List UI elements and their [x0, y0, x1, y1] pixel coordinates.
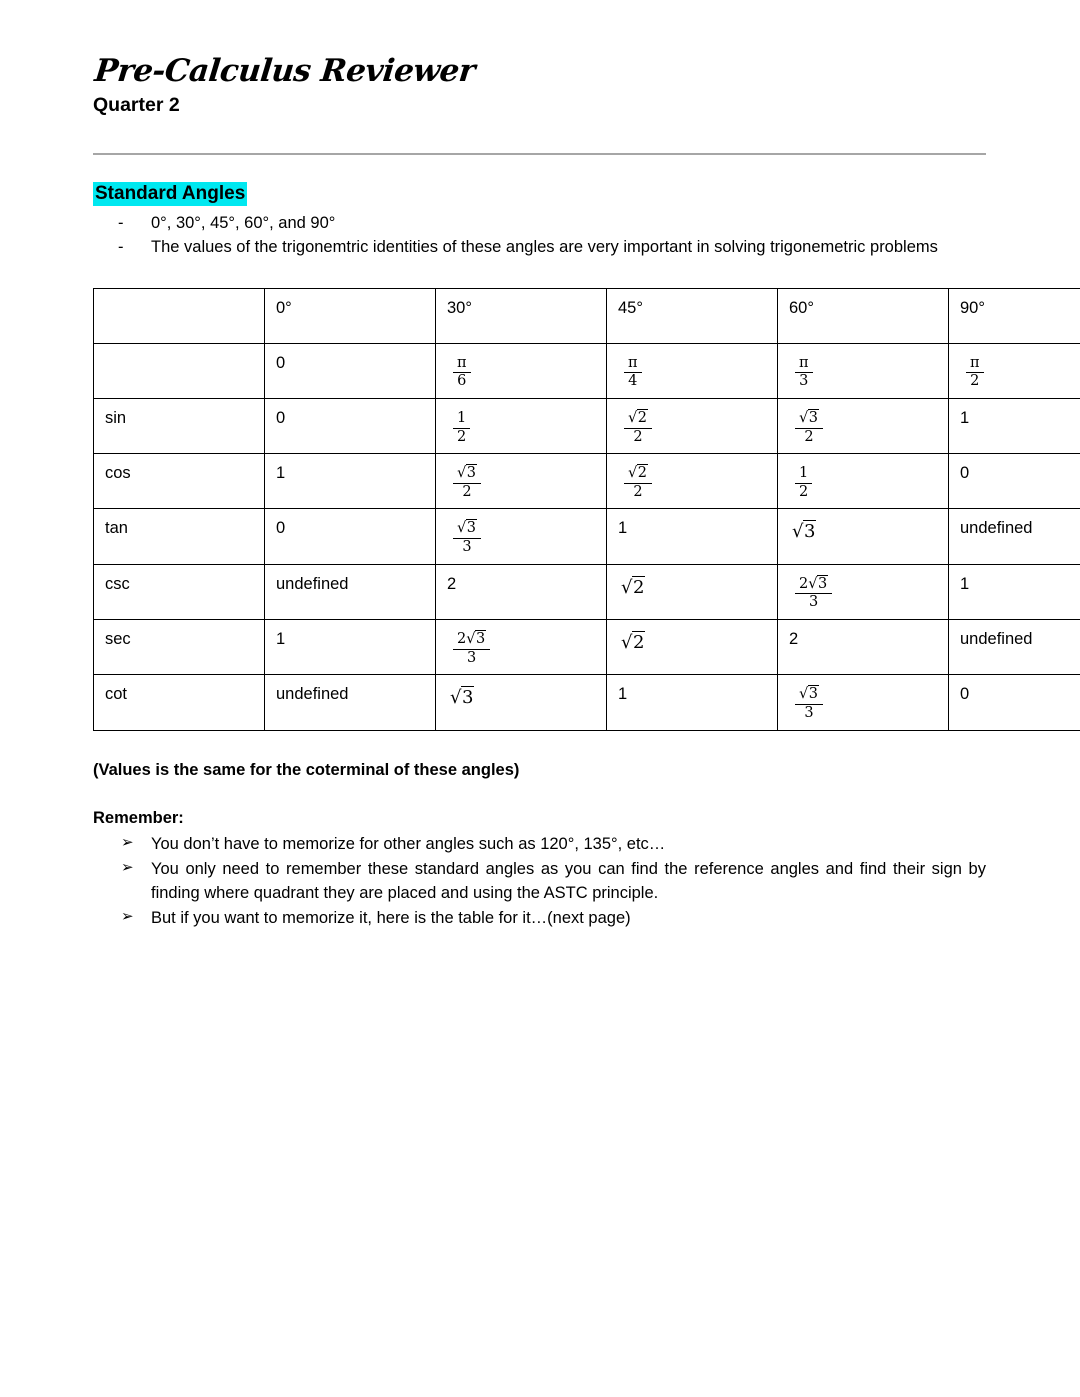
table-cell: $\frac{\pi}{6}$ — [436, 343, 607, 398]
table-column-header-90deg: 90° — [949, 288, 1080, 343]
dash-marker-icon: - — [118, 213, 124, 232]
table-cell: undefined — [949, 620, 1080, 675]
table-cell: $\frac{√3}{2}$ — [436, 454, 607, 509]
table-row-label-csc: csc — [94, 564, 265, 619]
table-cell: $\frac{√3}{3}$ — [778, 675, 949, 730]
table-cell: $\frac{1}{2}$ — [436, 398, 607, 453]
table-cell: √3 — [778, 509, 949, 564]
table-cell: $\frac{1}{2}$ — [778, 454, 949, 509]
table-header-row — [94, 288, 1080, 343]
table-row-label-sin: sin — [94, 398, 265, 453]
table-cell: √3 — [436, 675, 607, 730]
table-cell: $\frac{\pi}{3}$ — [778, 343, 949, 398]
table-row-label-cot: cot — [94, 675, 265, 730]
list-item — [93, 833, 986, 857]
table-cell: 1 — [607, 509, 778, 564]
table-cell: 2 — [778, 620, 949, 675]
table-row — [94, 620, 1080, 675]
section-heading-text: Standard Angles — [95, 182, 246, 204]
remember-list — [93, 833, 986, 931]
page-subtitle: Quarter 2 — [93, 93, 180, 116]
table-cell: 1 — [265, 454, 436, 509]
list-item — [93, 907, 986, 931]
table-cell: $\frac{\pi}{2}$ — [949, 343, 1080, 398]
list-item — [93, 236, 986, 259]
table-row-radians — [94, 343, 1080, 398]
dash-marker-icon: - — [118, 238, 124, 257]
table-cell: 0 — [265, 398, 436, 453]
table-cell: undefined — [265, 675, 436, 730]
section-heading — [93, 182, 986, 206]
standard-angles-list — [93, 212, 986, 260]
table-row — [94, 564, 1080, 619]
table-row-label-sec: sec — [94, 620, 265, 675]
table-cell: $\frac{√2}{2}$ — [607, 454, 778, 509]
coterminal-note: (Values is the same for the coterminal of these angles) — [93, 760, 520, 779]
table-cell: $\frac{2√3}{3}$ — [778, 564, 949, 619]
list-item-text: 0°, 30°, 45°, 60°, and 90° — [151, 213, 336, 232]
table-column-header-60deg: 60° — [778, 288, 949, 343]
list-item-text: You only need to remember these standard angles as you can find the reference angles and find their sign by finding where quadrant they are placed and using the ASTC principle. — [151, 859, 986, 902]
document-body — [92, 53, 1033, 932]
table-cell: $\frac{√3}{3}$ — [436, 509, 607, 564]
table-cell: $\frac{√3}{2}$ — [778, 398, 949, 453]
arrow-marker-icon: ➢ — [121, 858, 134, 876]
arrow-marker-icon: ➢ — [121, 833, 134, 851]
table-row — [94, 398, 1080, 453]
table-cell: √2 — [607, 564, 778, 619]
list-item-text: The values of the trigonemtric identities of these angles are very important in solving trigonemetric problems — [151, 238, 938, 257]
list-item — [93, 858, 986, 906]
table-cell-corner — [94, 288, 265, 343]
list-item — [93, 212, 986, 235]
table-column-header-30deg: 30° — [436, 288, 607, 343]
table-row — [94, 454, 1080, 509]
remember-label: Remember: — [93, 808, 184, 827]
table-cell: $\frac{√2}{2}$ — [607, 398, 778, 453]
table-row-label-tan: tan — [94, 509, 265, 564]
table-cell: $\frac{\pi}{4}$ — [607, 343, 778, 398]
table-row-label — [94, 343, 265, 398]
table-cell: 0 — [265, 509, 436, 564]
table-column-header-0deg: 0° — [265, 288, 436, 343]
table-row-label-cos: cos — [94, 454, 265, 509]
list-item-text: You don’t have to memorize for other angles such as 120°, 135°, etc… — [151, 834, 666, 853]
table-cell: $\frac{2√3}{3}$ — [436, 620, 607, 675]
header-divider — [93, 153, 986, 155]
trig-values-table — [93, 288, 1080, 731]
arrow-marker-icon: ➢ — [121, 907, 134, 925]
page-title: Pre-Calculus Reviewer — [92, 53, 477, 89]
table-cell: 0 — [949, 675, 1080, 730]
table-cell: 1 — [265, 620, 436, 675]
list-item-text: But if you want to memorize it, here is the table for it…(next page) — [151, 908, 631, 927]
table-row — [94, 675, 1080, 730]
table-row — [94, 509, 1080, 564]
table-cell: undefined — [265, 564, 436, 619]
table-cell: 0 — [949, 454, 1080, 509]
table-cell: 0 — [265, 343, 436, 398]
table-cell: 1 — [949, 398, 1080, 453]
table-cell: √2 — [607, 620, 778, 675]
table-cell: 1 — [949, 564, 1080, 619]
table-column-header-45deg: 45° — [607, 288, 778, 343]
table-cell: undefined — [949, 509, 1080, 564]
table-cell: 2 — [436, 564, 607, 619]
table-cell: 1 — [607, 675, 778, 730]
